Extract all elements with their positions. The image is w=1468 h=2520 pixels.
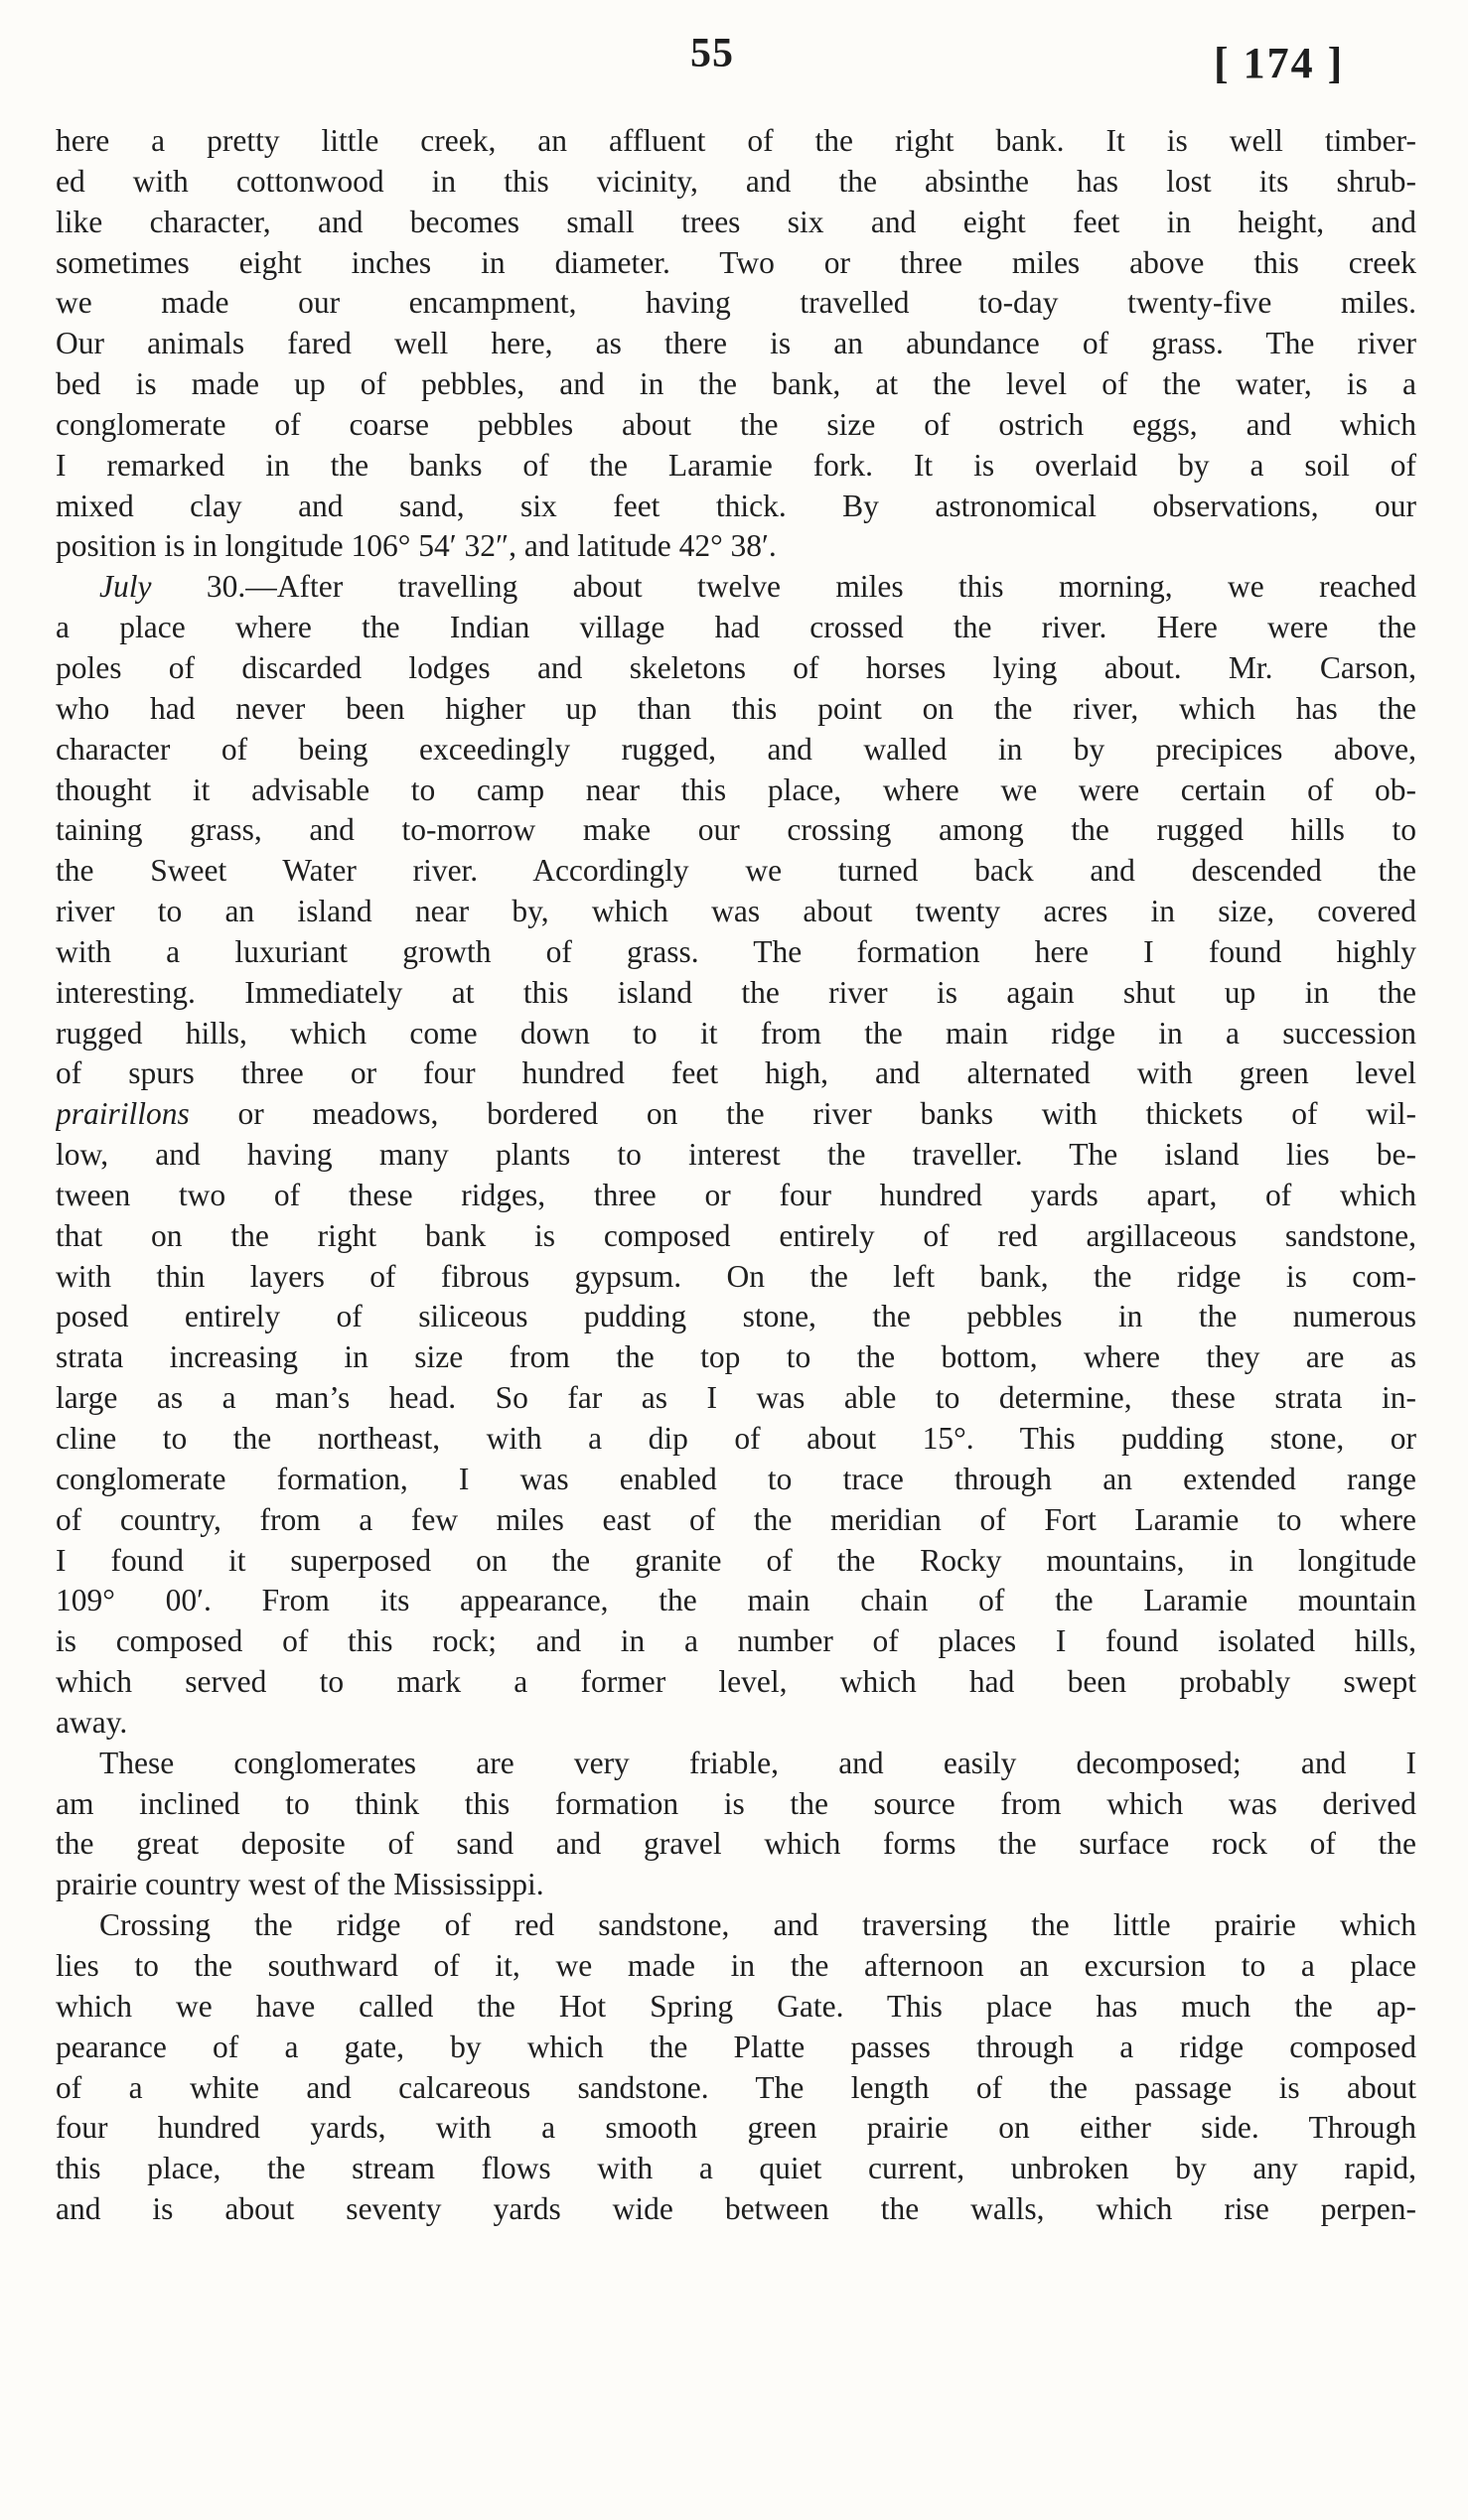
text-line: away. <box>56 1704 128 1740</box>
text-line: pearance of a gate, by which the Platte passes through a ridge composed <box>56 2029 1416 2064</box>
text-line: who had never been higher up than this point on the river, which has the <box>56 690 1416 726</box>
text-line: am inclined to think this formation is the source from which was derived <box>56 1785 1416 1821</box>
text-line: large as a man’s head. So far as I was able to determine, these strata in- <box>56 1380 1416 1416</box>
text-line: we made our encampment, having travelled to-day twenty-five miles. <box>56 285 1416 321</box>
text-line: river to an island near by, which was about twenty acres in size, covered <box>56 894 1416 929</box>
text-line: bed is made up of pebbles, and in the bank, at the level of the water, is a <box>56 366 1416 402</box>
text-line: I found it superposed on the granite of the Rocky mountains, in longitude <box>56 1542 1416 1578</box>
text-line-remainder: —After travelling about twelve miles this morning, we reached <box>245 569 1416 605</box>
text-line-dated <box>56 567 1416 608</box>
text-line: These conglomerates are very friable, and easily decomposed; and I <box>99 1745 1416 1780</box>
text-line-italic-term <box>56 1094 1416 1135</box>
text-line: which served to mark a former level, which had been probably swept <box>56 1664 1416 1700</box>
text-line: of a white and calcareous sandstone. The length of the passage is about <box>56 2069 1416 2105</box>
text-line: posed entirely of siliceous pudding stone, the pebbles in the numerous <box>56 1299 1416 1334</box>
text-line: four hundred yards, with a smooth green prairie on either side. Through <box>56 2110 1416 2146</box>
text-line: 109° 00′. From its appearance, the main chain of the Laramie mountain <box>56 1583 1416 1618</box>
text-line: lies to the southward of it, we made in the afternoon an excursion to a place <box>56 1947 1416 1983</box>
text-line: ed with cottonwood in this vicinity, and the absinthe has lost its shrub- <box>56 163 1416 199</box>
date-label: July <box>99 569 152 605</box>
body-text <box>56 121 1416 2230</box>
text-line: poles of discarded lodges and skeletons of horses lying about. Mr. Carson, <box>56 649 1416 685</box>
text-line: here a pretty little creek, an affluent of the right bank. It is well timber- <box>56 123 1416 158</box>
text-line: taining grass, and to-morrow make our crossing among the rugged hills to <box>56 812 1416 848</box>
text-line: Our animals fared well here, as there is an abundance of grass. The river <box>56 326 1416 361</box>
text-line: with a luxuriant growth of grass. The formation here I found highly <box>56 933 1416 969</box>
text-line: tween two of these ridges, three or four hundred yards apart, of which <box>56 1177 1416 1212</box>
text-line: which we have called the Hot Spring Gate. This place has much the ap- <box>56 1988 1416 2024</box>
text-line: that on the right bank is composed entirely of red argillaceous sandstone, <box>56 1217 1416 1253</box>
text-line: this place, the stream flows with a quiet current, unbroken by any rapid, <box>56 2151 1416 2186</box>
text-line: rugged hills, which come down to it from the main ridge in a succession <box>56 1015 1416 1050</box>
text-line: prairie country west of the Mississippi. <box>56 1867 544 1902</box>
text-line: the great deposite of sand and gravel which forms the surface rock of the <box>56 1826 1416 1862</box>
text-line: Crossing the ridge of red sandstone, and traversing the little prairie which <box>99 1907 1416 1943</box>
text-line: cline to the northeast, with a dip of about 15°. This pudding stone, or <box>56 1421 1416 1456</box>
page-header <box>0 30 1468 89</box>
text-line: of spurs three or four hundred feet high, and alternated with green level <box>56 1055 1416 1091</box>
text-line: and is about seventy yards wide between the walls, which rise perpen- <box>56 2191 1416 2227</box>
text-line: strata increasing in size from the top to the bottom, where they are as <box>56 1339 1416 1375</box>
text-line: a place where the Indian village had crossed the river. Here were the <box>56 610 1416 645</box>
text-line: interesting. Immediately at this island the river is again shut up in the <box>56 974 1416 1010</box>
text-line: character of being exceedingly rugged, and walled in by precipices above, <box>56 731 1416 767</box>
text-line: position is in longitude 106° 54′ 32″, and latitude 42° 38′. <box>56 528 777 564</box>
text-line: sometimes eight inches in diameter. Two or three miles above this creek <box>56 244 1416 280</box>
document-number: [ 174 ] <box>1214 39 1345 87</box>
text-line: with thin layers of fibrous gypsum. On the left bank, the ridge is com- <box>56 1258 1416 1294</box>
text-line: the Sweet Water river. Accordingly we turned back and descended the <box>56 853 1416 889</box>
text-line: is composed of this rock; and in a number of places I found isolated hills, <box>56 1623 1416 1659</box>
italic-term: prairillons <box>56 1096 190 1132</box>
text-line: I remarked in the banks of the Laramie fork. It is overlaid by a soil of <box>56 447 1416 483</box>
text-line: like character, and becomes small trees six and eight feet in height, and <box>56 204 1416 239</box>
text-line: conglomerate of coarse pebbles about the size of ostrich eggs, and which <box>56 406 1416 442</box>
text-line: mixed clay and sand, six feet thick. By astronomical observations, our <box>56 488 1416 523</box>
text-line: thought it advisable to camp near this place, where we were certain of ob- <box>56 771 1416 807</box>
text-line: conglomerate formation, I was enabled to trace through an extended range <box>56 1461 1416 1496</box>
text-line-remainder: or meadows, bordered on the river banks with thickets of wil- <box>189 1096 1416 1132</box>
date-number: 30. <box>151 569 246 605</box>
page-number: 55 <box>690 31 734 76</box>
text-line: of country, from a few miles east of the meridian of Fort Laramie to where <box>56 1501 1416 1537</box>
text-line: low, and having many plants to interest the traveller. The island lies be- <box>56 1137 1416 1173</box>
